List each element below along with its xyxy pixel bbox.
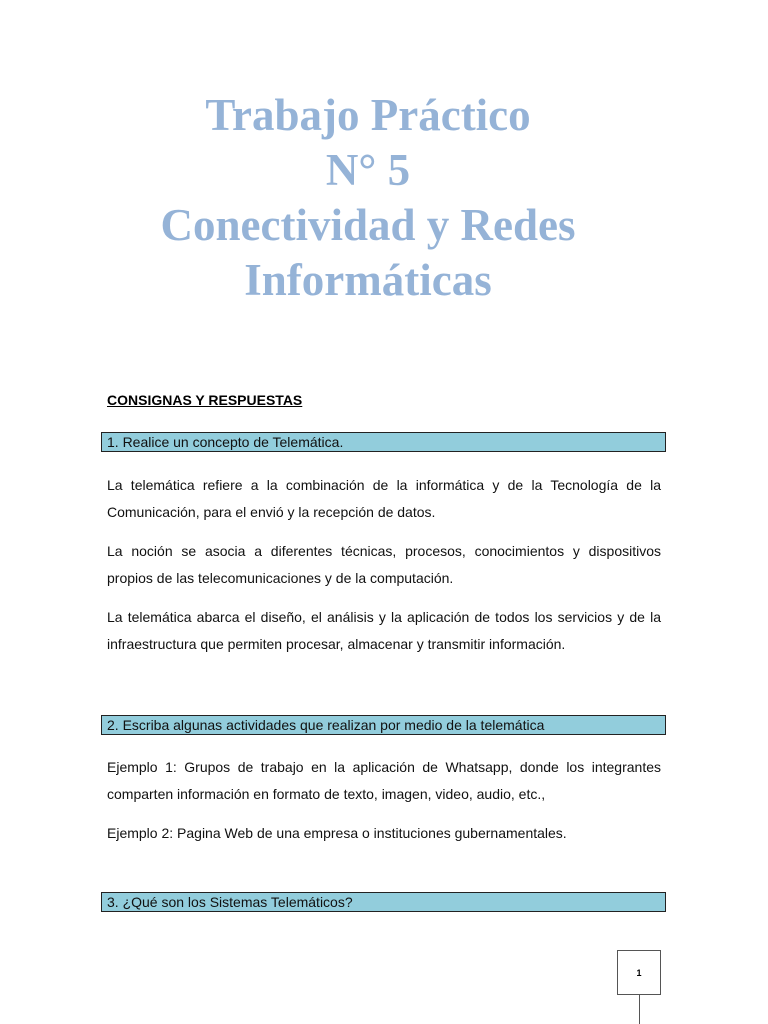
answer-2-example-2: Ejemplo 2: Pagina Web de una empresa o instituciones gubernamentales. bbox=[107, 825, 567, 841]
answer-2-example-1: Ejemplo 1: Grupos de trabajo en la aplicación de Whatsapp, donde los integrantes comparten información en formato de texto, imagen, video, audio, etc., bbox=[107, 759, 661, 802]
title-line-3: Conectividad y Redes bbox=[160, 200, 576, 250]
page-number-connector bbox=[639, 995, 640, 1024]
section-heading: CONSIGNAS Y RESPUESTAS bbox=[107, 392, 303, 408]
title-line-2: N° 5 bbox=[325, 145, 411, 195]
question-3-box: 3. ¿Qué son los Sistemas Telemáticos? bbox=[101, 892, 666, 912]
page-number: 1 bbox=[617, 950, 661, 995]
question-1-box: 1. Realice un concepto de Telemática. bbox=[101, 432, 666, 452]
answer-1-paragraph-1: La telemática refiere a la combinación de la informática y de la Tecnología de la Comunicación, para el envió y la recepción de datos. bbox=[107, 477, 661, 520]
answer-1-paragraph-2: La noción se asocia a diferentes técnicas, procesos, conocimientos y dispositivos propios de las telecomunicaciones y de la computación. bbox=[107, 543, 661, 586]
question-2-box: 2. Escriba algunas actividades que realizan por medio de la telemática bbox=[101, 715, 666, 735]
answer-1-paragraph-3: La telemática abarca el diseño, el análisis y la aplicación de todos los servicios y de la infraestructura que permiten procesar, almacenar y transmitir información. bbox=[107, 609, 661, 652]
title-line-1: Trabajo Práctico bbox=[205, 90, 531, 140]
title-line-4: Informáticas bbox=[244, 255, 492, 305]
document-title bbox=[0, 88, 736, 308]
